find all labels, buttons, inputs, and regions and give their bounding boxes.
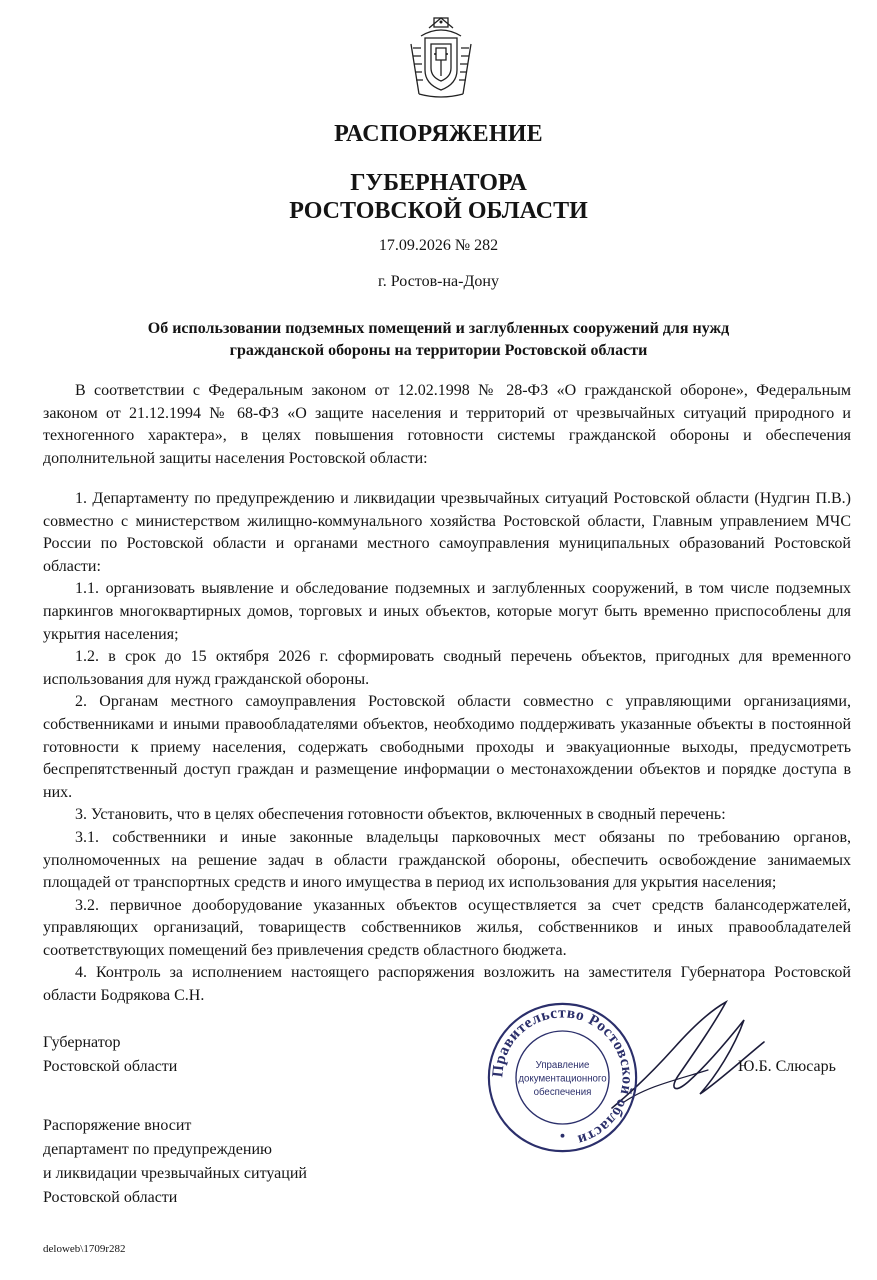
signatory-title-line-1: Губернатор xyxy=(43,1034,121,1051)
submitted-by-line-1: Распоряжение вносит xyxy=(43,1117,192,1134)
coat-of-arms-icon xyxy=(407,14,475,98)
seal-inner-line-3: обеспечения xyxy=(533,1086,592,1098)
point-4: 4. Контроль за исполнением настоящего распоряжения возложить на заместителя Губернатора Ростовской области Бодрякова С.Н. xyxy=(43,964,851,1005)
signatory-title-line-2: Ростовской области xyxy=(43,1058,178,1075)
seal-outer-text: Правительство Ростовской области xyxy=(489,1004,636,1149)
submitted-by xyxy=(43,1114,307,1210)
point-3-1: 3.1. собственники и иные законные владельцы парковочных мест обязаны по требованию органов, уполномоченных на решение задач в области гражданской обороны, обеспечить освобождение занимаемых площадей от транспортных средств и иного имущества в период их использования для укрытия населения; xyxy=(43,828,851,892)
preamble xyxy=(43,380,851,470)
point-2: 2. Органам местного самоуправления Ростовской области совместно с управляющими организациями, собственниками и иными правообладателями объектов, необходимо поддерживать указанные объекты в постоянной готовности к приему населения, содержать свободными проходы и эвакуационные выходы, предусмотреть беспрепятственный доступ граждан и размещение информации о местонахождении объектов и порядке доступа в них. xyxy=(43,693,851,801)
submitted-by-line-2: департамент по предупреждению xyxy=(43,1141,272,1158)
signatory-title xyxy=(43,1031,177,1079)
document-type: РАСПОРЯЖЕНИЕ xyxy=(334,121,543,147)
subject-line-1: Об использовании подземных помещений и заглубленных сооружений для нужд xyxy=(147,320,730,337)
issuer-line-1: ГУБЕРНАТОРА xyxy=(350,170,527,196)
point-3-2: 3.2. первичное дооборудование указанных объектов осуществляется за счет средств балансодержателей, управляющих организаций, товариществ собственников жилья, собственников и иных правообладателей соответствующих помещений без привлечения средств областного бюджета. xyxy=(43,896,851,959)
order-points xyxy=(43,488,851,1008)
document-subject xyxy=(0,318,877,362)
preamble-text: В соответствии с Федеральным законом от 12.02.1998 № 28-ФЗ «О гражданской обороне», Федеральным законом от 21.12.1994 № 68-ФЗ «О защите населения и территорий от чрезвычайных ситуаций природного и техногенного характера», в целях повышения готовности системы гражданской обороны и обеспечения дополнительной защиты населения Ростовской области: xyxy=(43,382,851,467)
submitted-by-line-4: Ростовской области xyxy=(43,1189,178,1206)
submitted-by-line-3: и ликвидации чрезвычайных ситуаций xyxy=(43,1165,307,1182)
date-number: 17.09.2026 № 282 xyxy=(378,237,499,254)
issuer-title xyxy=(0,169,877,225)
city: г. Ростов-на-Дону xyxy=(378,273,499,290)
point-1-2: 1.2. в срок до 15 октября 2026 г. сформировать сводный перечень объектов, пригодных для временного использования для нужд гражданской обороны. xyxy=(43,648,851,688)
official-seal xyxy=(485,1000,640,1155)
point-3: 3. Установить, что в целях обеспечения готовности объектов, включенных в сводный перечень: xyxy=(75,806,726,824)
subject-line-2: гражданской обороны на территории Ростовской области xyxy=(229,342,648,359)
seal-inner-line-2: документационного xyxy=(518,1073,607,1085)
point-1-1: 1.1. организовать выявление и обследование подземных и заглубленных сооружений, в том числе подземных паркингов многоквартирных домов, торговых и иных объектов, которые могут быть временно приспособлены для укрытия населения; xyxy=(43,580,851,643)
registry-code: deloweb\1709r282 xyxy=(43,1243,126,1255)
point-1: 1. Департаменту по предупреждению и ликвидации чрезвычайных ситуаций Ростовской области (Нудгин П.В.) совместно с министерством жилищно-коммунального хозяйства Ростовской области, Главным управлением МЧС России по Ростовской области и органами местного самоуправления муниципальных образований Ростовской области: xyxy=(43,490,851,575)
seal-inner-line-1: Управление xyxy=(535,1059,590,1071)
issuer-line-2: РОСТОВСКОЙ ОБЛАСТИ xyxy=(289,198,588,224)
signatory-name: Ю.Б. Слюсарь xyxy=(738,1058,836,1075)
